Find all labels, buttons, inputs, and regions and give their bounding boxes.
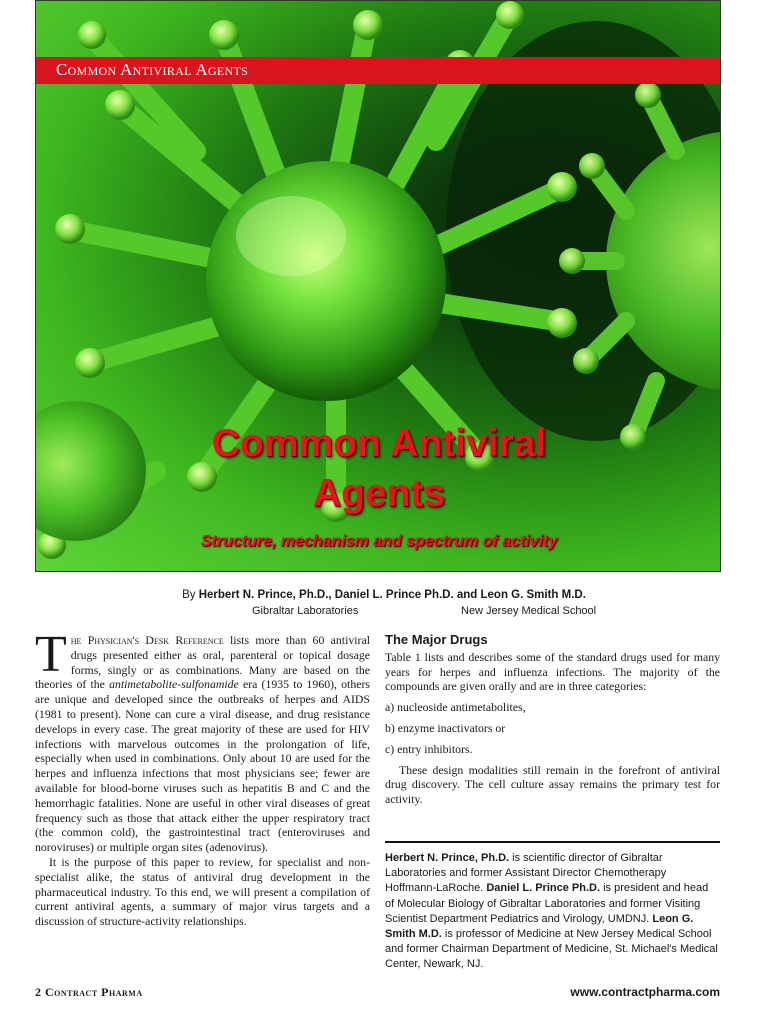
- category-item: b) enzyme inactivators or: [385, 720, 506, 735]
- bio-divider: [385, 841, 720, 843]
- author-bio: Herbert N. Prince, Ph.D. is scientific director of Gibraltar Laboratories and former Assistant Director Chemotherapy Hoffmann-LaRoche. Daniel L. Prince Ph.D. is president and head of Molecular Biology of Gibraltar Laboratories and former Visiting Scientist Department Pediatrics and Virology, UMDNJ. Leon G. Smith M.D. is professor of Medicine at New Jersey Medical School and former Chairman Department of Medicine, St. Michael's Medical Center, Newark, NJ.: [385, 852, 718, 971]
- intro-paragraph-1: The Physician's Desk Reference lists more than 60 antiviral drugs presented either as oral, parenteral or topical dosage forms, singly or as combinations. Many are based on the theories of the antimetabolite-sulfonamide era (1935 to 1960), others are unique and developed since the outbreaks of herpes and AIDS (1981 to present). None can cure a viral disease, and drug resistance develops in every case. The great majority of these are used for HIV infections with marvelous outcomes in the prolongation of life, especially when used in combinations. Only about 10 are used for the herpes and influenza infections that most physicians see; fewer are available for blood-borne viruses such as hepatitis B and C and the hemorrhagic fatalities. None are useful in other viral diseases of great frequency such as those that attack either the upper respiratory tract (the common cold), the gastrointestinal tract (enteroviruses and noroviruses) or multiple organ sites (adenovirus).: [35, 626, 370, 855]
- hero-image: [35, 0, 721, 572]
- major-drugs-heading: The Major Drugs: [385, 632, 488, 647]
- article-title-line-2: Agents: [312, 472, 446, 515]
- footer-url[interactable]: www.contractpharma.com: [570, 985, 720, 999]
- section-label-band: [36, 57, 721, 84]
- bio-name-2: Daniel L. Prince Ph.D.: [486, 882, 601, 895]
- major-drugs-paragraph-1: Table 1 lists and describes some of the standard drugs used for many years for herpes and influenza infections. The majority of the compounds are given orally and are in three categories:: [385, 649, 720, 694]
- intro-lead: he Physician's Desk Reference: [70, 633, 224, 647]
- article-title: [36, 419, 721, 519]
- major-drugs-paragraph-2: These design modalities still remain in the forefront of antiviral drug discovery. The cell culture assay remains the primary test for activity.: [385, 762, 720, 807]
- byline-authors: Herbert N. Prince, Ph.D., Daniel L. Prince Ph.D. and Leon G. Smith M.D.: [198, 589, 586, 601]
- footer-publication: [35, 985, 143, 1000]
- intro-paragraph-2: It is the purpose of this paper to review, for specialist and non-specialist alike, the status of antiviral drug development in the pharmaceutical industry. To this end, we will present a compilation of current antiviral agents, a summary of major virus targets and a discussion of structure-activity relationships.: [35, 854, 370, 929]
- article-subtitle: Structure, mechanism and spectrum of activity: [200, 533, 558, 550]
- byline: [0, 589, 768, 601]
- intro-italic-term: antimetabolite-sulfonamide: [109, 677, 239, 692]
- article-title-line-1: Common Antiviral: [211, 422, 547, 465]
- affiliation-njms: New Jersey Medical School: [461, 605, 597, 617]
- major-drugs-section: [385, 633, 720, 807]
- page-number: 2: [35, 985, 41, 999]
- section-label: Common Antiviral Agents: [56, 60, 249, 79]
- drop-cap: T: [35, 626, 67, 683]
- affiliation-gibraltar: Gibraltar Laboratories: [252, 605, 359, 617]
- bio-name-3: Leon G. Smith M.D.: [385, 912, 694, 941]
- intro-column: [35, 626, 370, 929]
- category-item: c) entry inhibitors.: [385, 741, 473, 756]
- category-item: a) nucleoside antimetabolites,: [385, 700, 526, 715]
- bio-name-1: Herbert N. Prince, Ph.D.: [385, 852, 510, 864]
- byline-prefix: By: [182, 589, 196, 601]
- publication-name: Contract Pharma: [45, 985, 143, 999]
